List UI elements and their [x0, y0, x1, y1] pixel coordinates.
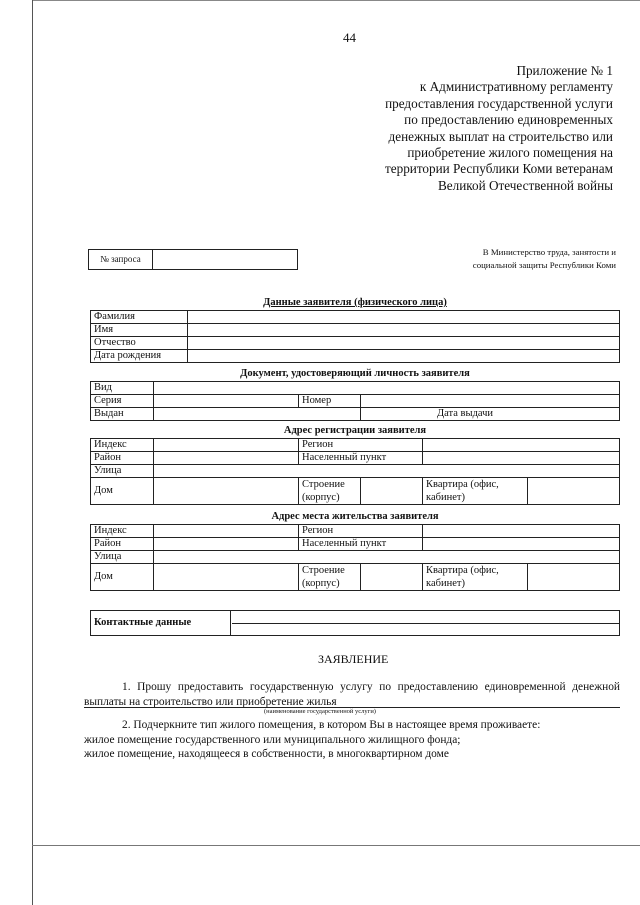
street-field[interactable]: [154, 551, 620, 564]
table-row: [91, 538, 620, 551]
district-field[interactable]: [154, 452, 299, 465]
contact-data-field[interactable]: [232, 623, 619, 624]
page-edge-bottom: [32, 845, 640, 846]
field-label: Выдан: [91, 408, 154, 421]
field-label: Строение (корпус): [299, 478, 361, 505]
field-label: Отчество: [91, 337, 188, 350]
birth-date-field[interactable]: [188, 350, 620, 363]
field-label: Район: [91, 452, 154, 465]
field-label: Квартира (офис, кабинет): [423, 564, 528, 591]
table-row: [91, 452, 620, 465]
apartment-field[interactable]: [528, 478, 620, 505]
paragraph-2-line: 2. Подчеркните тип жилого помещения, в котором Вы в настоящее время проживаете:: [122, 719, 541, 731]
field-label: Индекс: [91, 439, 154, 452]
patronymic-field[interactable]: [188, 337, 620, 350]
apartment-field[interactable]: [528, 564, 620, 591]
table-row: [91, 382, 620, 395]
series-field[interactable]: [154, 395, 299, 408]
table-row: [91, 525, 620, 538]
field-label: Индекс: [91, 525, 154, 538]
appendix-header: [343, 63, 613, 194]
field-label: Фамилия: [91, 311, 188, 324]
table-row: [91, 465, 620, 478]
table-row: [91, 478, 620, 505]
field-label: Квартира (офис, кабинет): [423, 478, 528, 505]
field-label: Дом: [91, 564, 154, 591]
building-field[interactable]: [361, 564, 423, 591]
field-label: Улица: [91, 465, 154, 478]
table-row: [91, 350, 620, 363]
paragraph-2: [84, 718, 620, 762]
document-type-field[interactable]: [154, 382, 620, 395]
house-field[interactable]: [154, 564, 299, 591]
paragraph-1: 1. Прошу предоставить государственную услугу по предоставлению единовременной денежной выплаты на строительство или приобретение жилья: [84, 681, 620, 708]
field-label: Населенный пункт: [299, 452, 423, 465]
name-field[interactable]: [188, 324, 620, 337]
table-row: [91, 324, 620, 337]
issued-by-field[interactable]: [154, 408, 361, 421]
appendix-line: к Административному регламенту: [419, 79, 613, 95]
field-label: Имя: [91, 324, 188, 337]
field-label: Дата выдачи: [361, 408, 620, 421]
registration-address-table: [90, 438, 620, 505]
table-row: [91, 564, 620, 591]
locality-field[interactable]: [423, 538, 620, 551]
index-field[interactable]: [154, 439, 299, 452]
request-number-label: № запроса: [89, 250, 153, 269]
page-edge-left: [32, 0, 33, 905]
service-name-hint: (наименование государственной услуги): [264, 708, 376, 715]
identity-table: [90, 381, 620, 421]
table-row: [91, 395, 620, 408]
appendix-line: Великой Отечественной войны: [438, 177, 613, 193]
index-field[interactable]: [154, 525, 299, 538]
section-identity-heading: Документ, удостоверяющий личность заявителя: [240, 368, 470, 379]
region-field[interactable]: [423, 525, 620, 538]
table-row: [91, 439, 620, 452]
appendix-line: территории Республики Коми ветеранам: [384, 161, 613, 177]
field-label: Район: [91, 538, 154, 551]
housing-type-option[interactable]: жилое помещение государственного или муниципального жилищного фонда;: [84, 733, 461, 746]
addressee-line: В Министерство труда, занятости и: [482, 247, 616, 257]
appendix-line: предоставления государственной услуги: [385, 95, 613, 111]
appendix-line: приобретение жилого помещения на: [407, 145, 613, 161]
housing-type-option[interactable]: жилое помещение, находящееся в собственности, в многоквартирном доме: [84, 748, 449, 760]
number-field[interactable]: [361, 395, 620, 408]
statement-title: ЗАЯВЛЕНИЕ: [318, 652, 389, 666]
appendix-line: по предоставлению единовременных: [404, 112, 613, 128]
table-row: [91, 408, 620, 421]
applicant-table: [90, 310, 620, 363]
house-field[interactable]: [154, 478, 299, 505]
contact-data-box: [90, 610, 620, 636]
field-label: Населенный пункт: [299, 538, 423, 551]
district-field[interactable]: [154, 538, 299, 551]
addressee: [432, 246, 616, 272]
building-field[interactable]: [361, 478, 423, 505]
page-edge-top: [32, 0, 640, 1]
field-label: Регион: [299, 439, 423, 452]
residence-address-table: [90, 524, 620, 591]
region-field[interactable]: [423, 439, 620, 452]
field-label: Дом: [91, 478, 154, 505]
section-residence-heading: Адрес места жительства заявителя: [271, 511, 439, 522]
appendix-line: денежных выплат на строительство или: [388, 128, 613, 144]
appendix-line: Приложение № 1: [516, 63, 613, 78]
section-registration-heading: Адрес регистрации заявителя: [283, 425, 427, 436]
locality-field[interactable]: [423, 452, 620, 465]
street-field[interactable]: [154, 465, 620, 478]
field-label: Регион: [299, 525, 423, 538]
addressee-line: социальной защиты Республики Коми: [472, 260, 616, 270]
request-number-box: [88, 249, 298, 270]
page-number: 44: [343, 30, 356, 45]
table-row: [91, 311, 620, 324]
field-label: Строение (корпус): [299, 564, 361, 591]
surname-field[interactable]: [188, 311, 620, 324]
field-label: Дата рождения: [91, 350, 188, 363]
field-label: Вид: [91, 382, 154, 395]
contact-data-label: Контактные данные: [91, 611, 231, 635]
field-label: Номер: [299, 395, 361, 408]
table-row: [91, 551, 620, 564]
field-label: Улица: [91, 551, 154, 564]
field-label: Серия: [91, 395, 154, 408]
table-row: [91, 337, 620, 350]
section-applicant-heading: Данные заявителя (физического лица): [263, 297, 447, 308]
